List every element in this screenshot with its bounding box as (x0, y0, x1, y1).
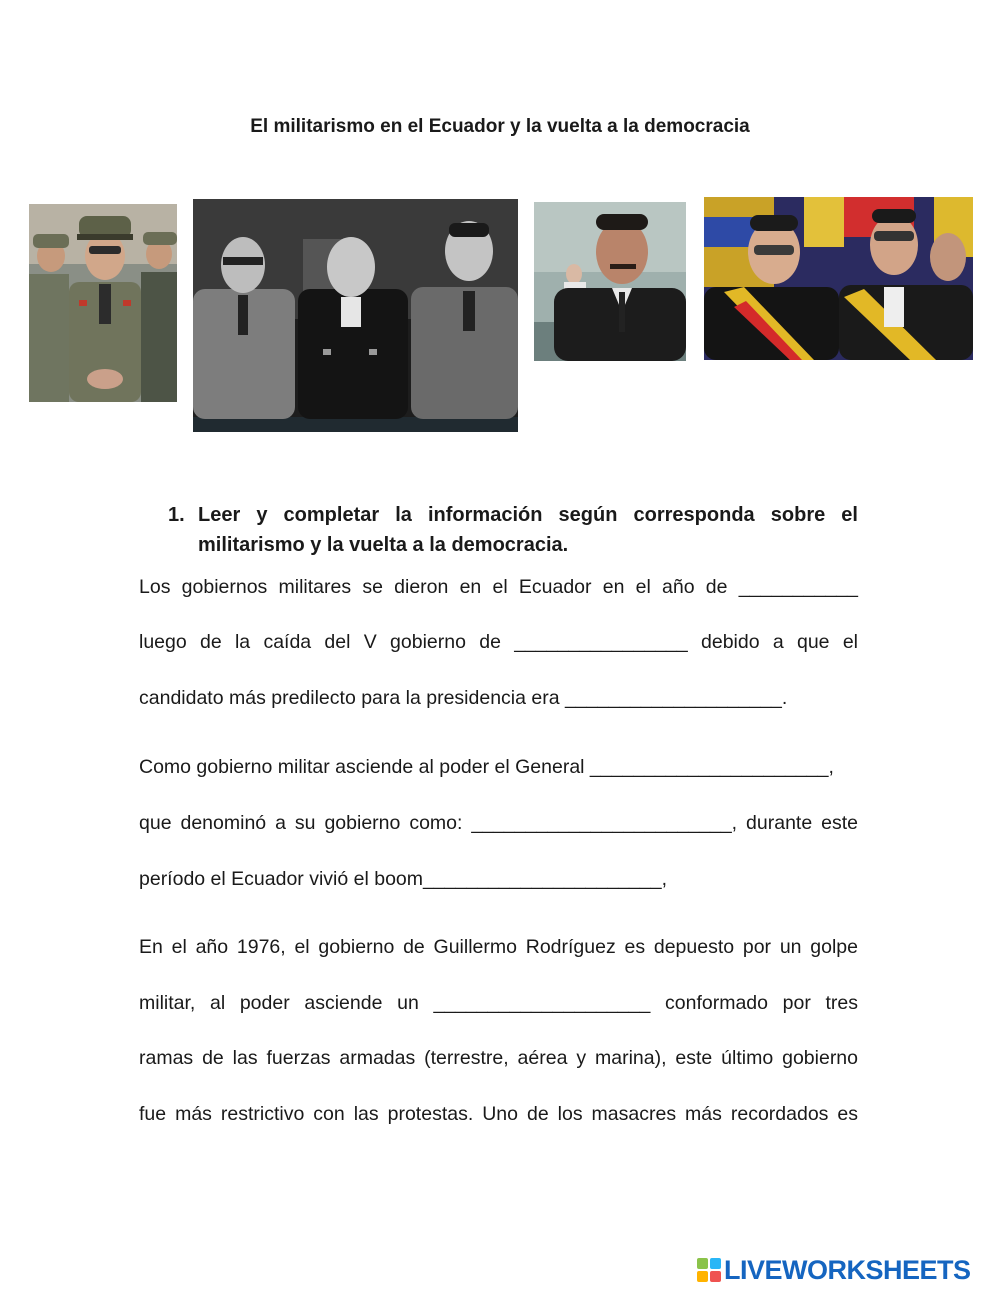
instruction-number: 1. (168, 504, 185, 526)
photo-triumvirate (193, 199, 518, 432)
p3-line-4: fue más restrictivo con las protestas. Uno de los masacres más recordados es (139, 1103, 858, 1125)
p3-line-3: ramas de las fuerzas armadas (terrestre, aérea y marina), este último gobierno (139, 1047, 858, 1069)
liveworksheets-logo-icon (697, 1258, 721, 1282)
p3-line-1: En el año 1976, el gobierno de Guillermo Rodríguez es depuesto por un golpe (139, 936, 858, 958)
photo-general-uniform (29, 204, 177, 402)
photo-man-in-suit (534, 202, 686, 361)
document-title: El militarismo en el Ecuador y la vuelta a la democracia (250, 116, 750, 137)
p2-line-3: período el Ecuador vivió el boom______________________, (139, 868, 668, 890)
p1-line-1: Los gobiernos militares se dieron en el Ecuador en el año de ___________ (139, 576, 858, 598)
p1-line-3: candidato más predilecto para la presidencia era ____________________. (139, 687, 788, 709)
p2-line-2: que denominó a su gobierno como: ________________________, durante este (139, 812, 858, 834)
p3-line-2: militar, al poder asciende un ____________________ conformado por tres (139, 992, 858, 1014)
photo-presidents-sashes (704, 197, 973, 360)
liveworksheets-logo (697, 1255, 971, 1285)
instruction-text: Leer y completar la información según corresponda sobre el militarismo y la vuelta a la democracia. (198, 504, 858, 556)
liveworksheets-logo-text: LIVEWORKSHEETS (724, 1254, 971, 1285)
p2-line-1: Como gobierno militar asciende al poder el General ______________________, (139, 756, 834, 778)
p1-line-2: luego de la caída del V gobierno de ________________ debido a que el (139, 631, 858, 653)
